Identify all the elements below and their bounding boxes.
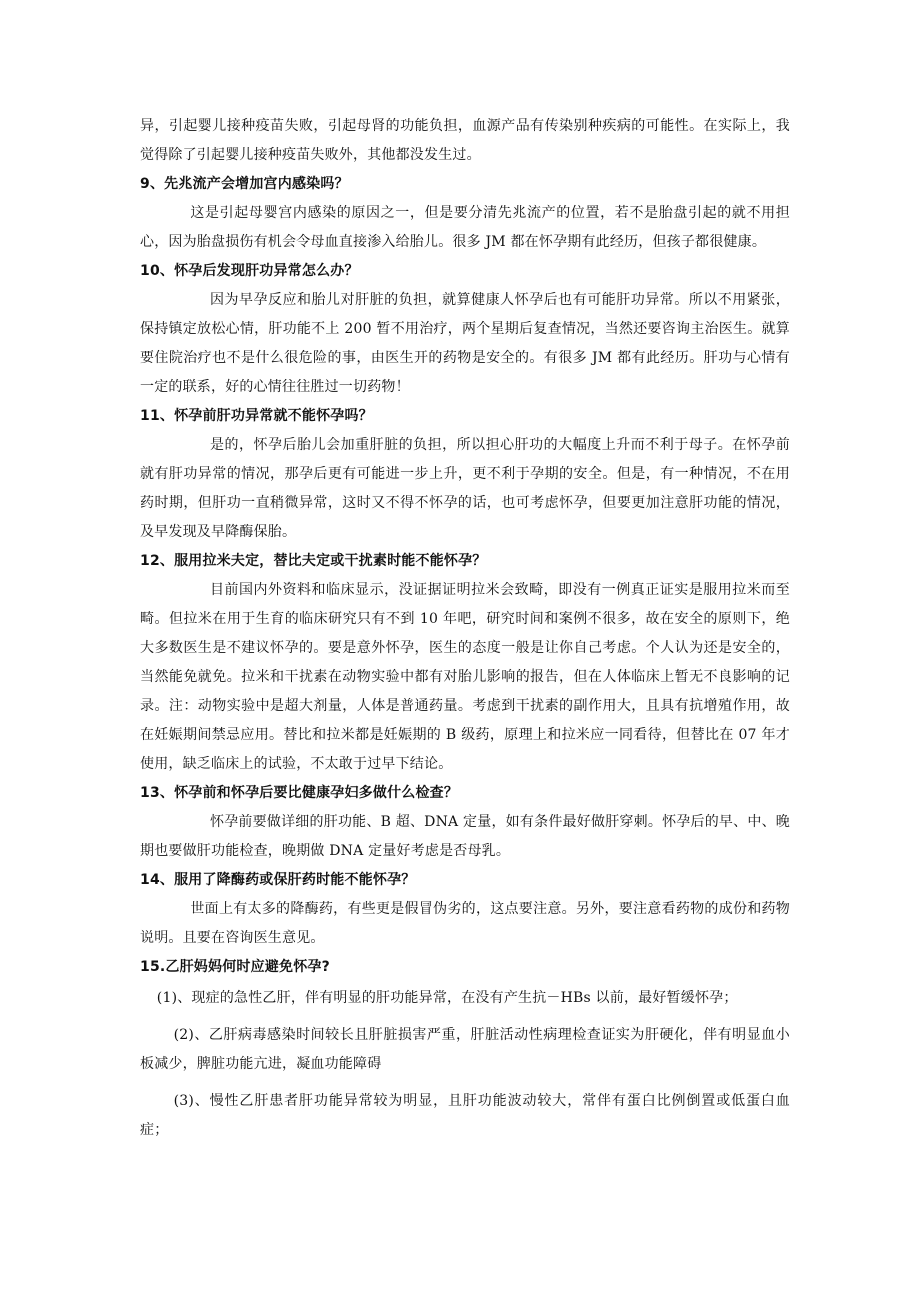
heading-q12: 12、服用拉米夫定，替比夫定或干扰素时能不能怀孕？ — [140, 553, 487, 569]
heading-q9: 9、先兆流产会增加宫内感染吗？ — [140, 176, 349, 192]
list-item-q15-1: (1)、现症的急性乙肝，伴有明显的肝功能异常，在没有产生抗－HBs 以前，最好暂缓怀孕； — [156, 990, 738, 1006]
paragraph-q10: 因为早孕反应和胎儿对肝脏的负担，就算健康人怀孕后也有可能肝功异常。所以不用紧张，保持镇定放松心情，肝功能不上 200 暂不用治疗，两个星期后复查情况，当然还要咨询主治医生。就算要住院治疗也不是什么很危险的事，由医生开的药物是安全的。有很多 JM 都有此经历。肝功与心情有一定的联系，好的心情往往胜过一切药物！ — [140, 292, 790, 395]
paragraph-q14: 世面上有太多的降酶药，有些更是假冒伪劣的，这点要注意。另外，要注意看药物的成份和药物说明。且要在咨询医生意见。 — [140, 901, 790, 946]
heading-q10: 10、怀孕后发现肝功异常怎么办？ — [140, 263, 359, 279]
document-body — [140, 112, 790, 1145]
heading-q13: 13、怀孕前和怀孕后要比健康孕妇多做什么检查？ — [140, 785, 459, 801]
paragraph-q11: 是的，怀孕后胎儿会加重肝脏的负担，所以担心肝功的大幅度上升而不利于母子。在怀孕前就有肝功异常的情况，那孕后更有可能进一步上升，更不利于孕期的安全。但是，有一种情况，不在用药时期，但肝功一直稍微异常，这时又不得不怀孕的话，也可考虑怀孕，但要更加注意肝功能的情况，及早发现及早降酶保胎。 — [140, 437, 790, 540]
paragraph-q9: 这是引起母婴宫内感染的原因之一，但是要分清先兆流产的位置，若不是胎盘引起的就不用担心，因为胎盘损伤有机会令母血直接渗入给胎儿。很多 JM 都在怀孕期有此经历，但孩子都很健康。 — [140, 205, 790, 250]
heading-q14: 14、服用了降酶药或保肝药时能不能怀孕？ — [140, 872, 416, 888]
list-item-q15-3: (3)、慢性乙肝患者肝功能异常较为明显，且肝功能波动较大，常伴有蛋白比例倒置或低蛋白血症； — [140, 1093, 790, 1138]
paragraph-intro: 异，引起婴儿接种疫苗失败，引起母肾的功能负担，血源产品有传染别种疾病的可能性。在实际上，我觉得除了引起婴儿接种疫苗失败外，其他都没发生过。 — [140, 118, 790, 163]
heading-q11: 11、怀孕前肝功异常就不能怀孕吗？ — [140, 408, 373, 424]
paragraph-q13: 怀孕前要做详细的肝功能、B 超、DNA 定量，如有条件最好做肝穿刺。怀孕后的早、中、晚期也要做肝功能检查，晚期做 DNA 定量好考虑是否母乳。 — [140, 814, 790, 859]
list-item-q15-2: (2)、乙肝病毒感染时间较长且肝脏损害严重，肝脏活动性病理检查证实为肝硬化，伴有明显血小板减少，脾脏功能亢进，凝血功能障碍 — [140, 1027, 790, 1072]
paragraph-q12: 目前国内外资料和临床显示，没证据证明拉米会致畸，即没有一例真正证实是服用拉米而至畸。但拉米在用于生育的临床研究只有不到 10 年吧，研究时间和案例不很多，故在安全的原则下，绝大多数医生是不建议怀孕的。要是意外怀孕，医生的态度一般是让你自己考虑。个人认为还是安全的，当然能免就免。拉米和干扰素在动物实验中都有对胎儿影响的报告，但在人体临床上暂无不良影响的记录。注：动物实验中是超大剂量，人体是普通药量。考虑到干扰素的副作用大，且具有抗增殖作用，故在妊娠期间禁忌应用。替比和拉米都是妊娠期的 B 级药，原理上和拉米应一同看待，但替比在 07 年才使用，缺乏临床上的试验，不太敢于过早下结论。 — [140, 582, 790, 772]
heading-q15: 15.乙肝妈妈何时应避免怀孕? — [140, 959, 330, 975]
